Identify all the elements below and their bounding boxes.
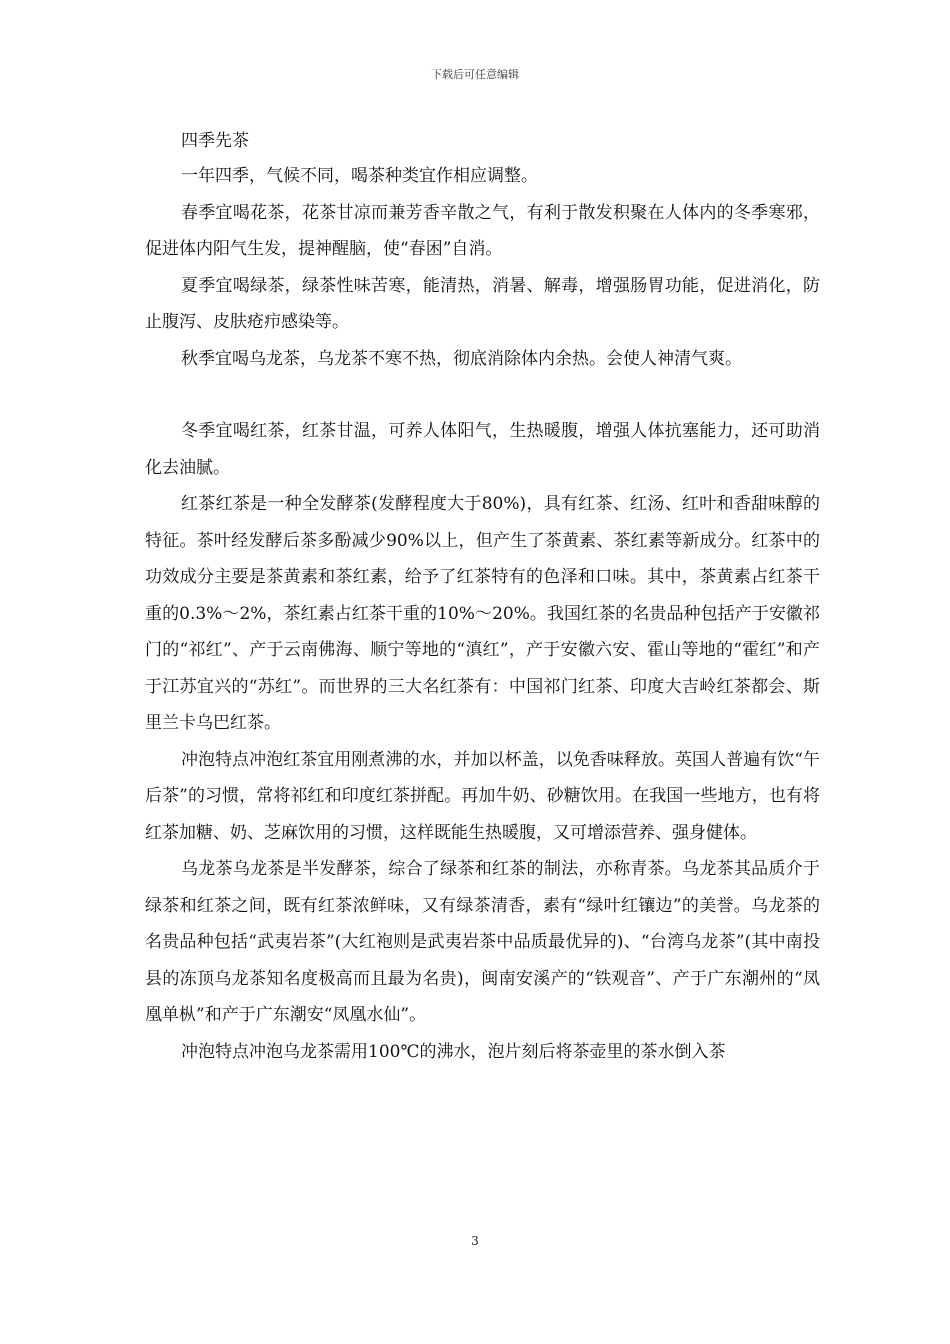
blank-line	[145, 377, 820, 413]
page-number: 3	[471, 1234, 479, 1248]
paragraph-spring: 春季宜喝花茶，花茶甘凉而兼芳香辛散之气，有利于散发积聚在人体内的冬季寒邪，促进体内阳气生发，提神醒脑，使“春困”自消。	[145, 202, 820, 259]
paragraph-autumn: 秋季宜喝乌龙茶，乌龙茶不寒不热，彻底消除体内余热。会使人神清气爽。	[181, 348, 742, 369]
paragraph-winter: 冬季宜喝红茶，红茶甘温，可养人体阳气，生热暖腹，增强人体抗塞能力，还可助消化去油腻。	[145, 421, 820, 478]
document-title: 四季先茶	[181, 131, 249, 151]
paragraph-oolong-brewing: 冲泡特点冲泡乌龙茶需用100℃的沸水，泡片刻后将茶壶里的茶水倒入茶	[181, 1041, 726, 1062]
paragraph-black-tea: 红茶红茶是一种全发酵茶(发酵程度大于80%)，具有红茶、红汤、红叶和香甜味醇的特征。茶叶经发酵后茶多酚减少90%以上，但产生了茶黄素、茶红素等新成分。红茶中的功效成分主要是茶黄素和茶红素，给予了红茶特有的色泽和口味。其中，茶黄素占红茶干重的0.3%～2%，茶红素占红茶干重的10%～20%。我国红茶的名贵品种包括产于安徽祁门的“祁红”、产于云南佛海、顺宁等地的“滇红”，产于安徽六安、霍山等地的“霍红”和产于江苏宜兴的“苏红”。而世界的三大名红茶有：中国祁门红茶、印度大吉岭红茶都会、斯里兰卡乌巴红茶。	[145, 494, 820, 733]
paragraph-summer: 夏季宜喝绿茶，绿茶性味苦寒，能清热，消暑、解毒，增强肠胃功能，促进消化，防止腹泻、皮肤疮疖感染等。	[145, 275, 820, 332]
page-header: 下载后可任意编辑	[431, 68, 519, 81]
paragraph-black-tea-brewing: 冲泡特点冲泡红茶宜用刚煮沸的水，并加以杯盖，以免香味释放。英国人普遍有饮“午后茶”的习惯，常将祁红和印度红茶拼配。再加牛奶、砂糖饮用。在我国一些地方，也有将红茶加糖、奶、芝麻饮用的习惯，这样既能生热暖腹，又可增添营养、强身健体。	[145, 749, 820, 843]
paragraph-oolong-tea: 乌龙茶乌龙茶是半发酵茶，综合了绿茶和红茶的制法，亦称青茶。乌龙茶其品质介于绿茶和红茶之间，既有红茶浓鲜味，又有绿茶清香，素有“绿叶红镶边”的美誉。乌龙茶的名贵品种包括“武夷岩茶”(大红袍则是武夷岩茶中品质最优异的)、“台湾乌龙茶”(其中南投县的冻顶乌龙茶知名度极高而且最为名贵)，闽南安溪产的“铁观音”、产于广东潮州的“凤凰单枞”和产于广东潮安“凤凰水仙”。	[145, 859, 820, 1025]
document-body	[145, 124, 820, 1070]
paragraph-intro: 一年四季，气候不同，喝茶种类宜作相应调整。	[181, 166, 538, 186]
